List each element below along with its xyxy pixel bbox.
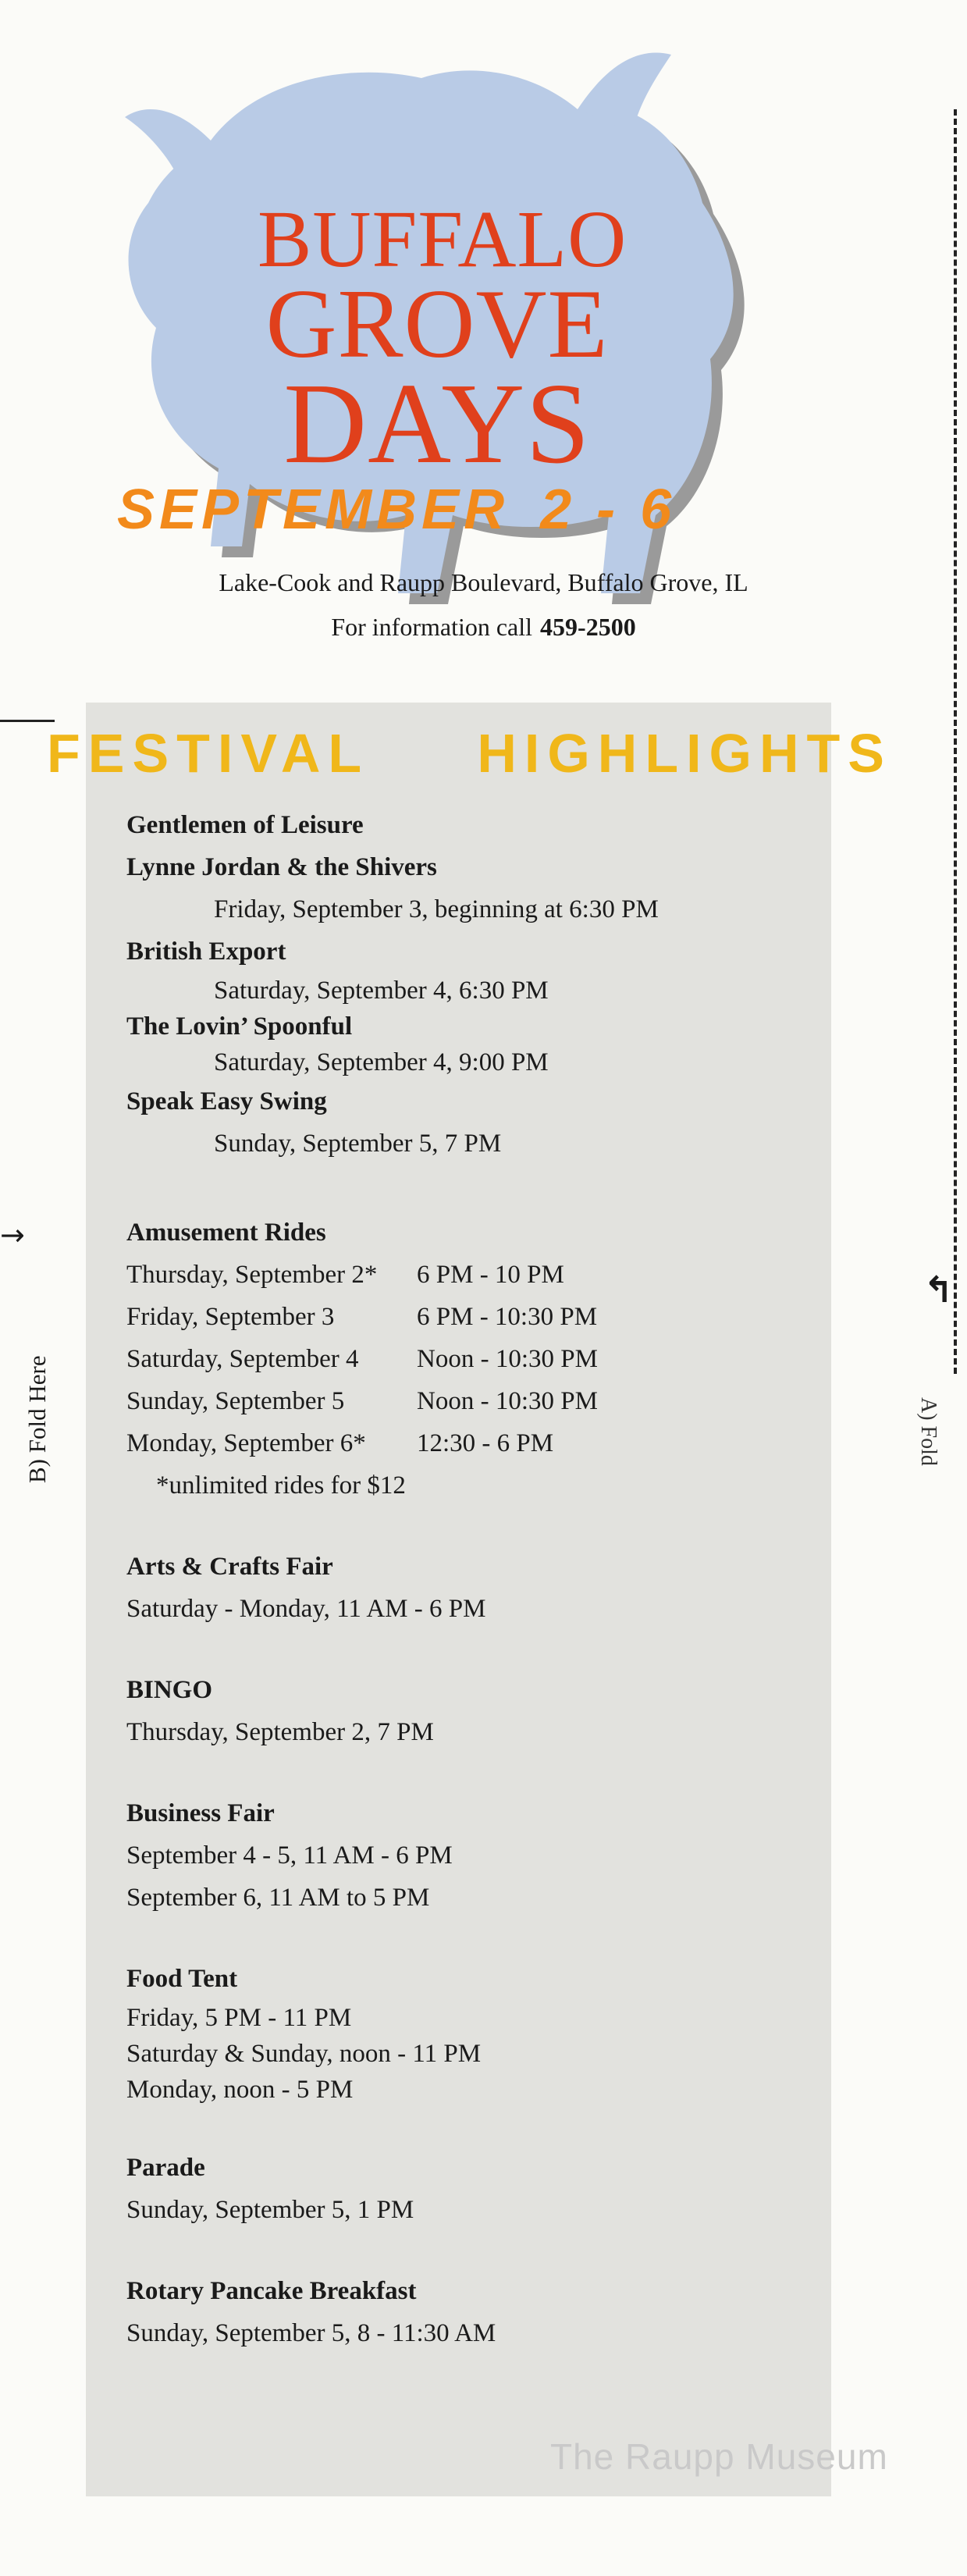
act-detail: Saturday, September 4, 9:00 PM: [214, 1048, 549, 1076]
section-line: Monday, noon - 5 PM: [126, 2076, 354, 2104]
ride-day: Thursday, September 2*: [126, 1261, 378, 1289]
section-line: Sunday, September 5, 8 - 11:30 AM: [126, 2319, 496, 2347]
section-heading: Amusement Rides: [126, 1219, 326, 1247]
festival-dates: [117, 478, 819, 542]
act-name: Gentlemen of Leisure: [126, 811, 364, 839]
ride-row: [126, 1296, 813, 1338]
ride-day: Friday, September 3: [126, 1303, 335, 1331]
fold-b-marker: [0, 1218, 51, 1483]
info-phone: 459-2500: [540, 613, 636, 641]
act-name: British Export: [126, 938, 286, 966]
act-name: Lynne Jordan & the Shivers: [126, 853, 437, 881]
act-name: Speak Easy Swing: [126, 1087, 327, 1115]
section-line: Saturday & Sunday, noon - 11 PM: [126, 2040, 482, 2068]
dates-range: 2 - 6: [540, 479, 677, 541]
arrow-turn-icon: ↰: [923, 1268, 954, 1311]
info-line: [0, 613, 967, 642]
pancake-section: [126, 2270, 813, 2354]
section-heading: BINGO: [126, 1676, 213, 1704]
section-line: September 6, 11 AM to 5 PM: [126, 1884, 430, 1912]
food-section: [126, 1958, 813, 2108]
title-line-1: BUFFALO: [258, 194, 627, 284]
ride-day: Monday, September 6*: [126, 1429, 366, 1457]
act-detail: Sunday, September 5, 7 PM: [214, 1130, 502, 1158]
section-line: Sunday, September 5, 1 PM: [126, 2196, 414, 2224]
section-heading: Parade: [126, 2154, 205, 2182]
bingo-section: [126, 1669, 813, 1753]
fold-b-label: B) Fold Here: [23, 1355, 51, 1483]
rides-note: *unlimited rides for $12: [156, 1471, 406, 1500]
section-line: Friday, 5 PM - 11 PM: [126, 2004, 352, 2032]
arrow-right-icon: →: [0, 1218, 25, 1252]
ride-row: [126, 1422, 813, 1464]
business-section: [126, 1792, 813, 1919]
dates-month: SEPTEMBER: [117, 479, 510, 541]
crafts-section: [126, 1546, 813, 1630]
cut-line: [954, 109, 957, 1374]
ride-day: Sunday, September 5: [126, 1387, 345, 1415]
parade-section: [126, 2147, 813, 2231]
ride-time: Noon - 10:30 PM: [417, 1345, 598, 1373]
festival-title: [258, 194, 627, 488]
ride-day: Saturday, September 4: [126, 1345, 359, 1373]
highlights-title-word-2: HIGHLIGHTS: [477, 723, 892, 784]
ride-time: 6 PM - 10 PM: [417, 1261, 564, 1289]
highlights-list: [126, 804, 813, 2379]
info-label: For information call: [331, 613, 533, 641]
fold-a-label: A) Fold: [916, 1397, 940, 1466]
music-section: [126, 804, 813, 1165]
section-heading: Food Tent: [126, 1965, 238, 1993]
highlights-title: [47, 722, 892, 785]
ride-time: 6 PM - 10:30 PM: [417, 1303, 598, 1331]
section-heading: Arts & Crafts Fair: [126, 1553, 333, 1581]
ride-time: 12:30 - 6 PM: [417, 1429, 554, 1457]
act-detail: Saturday, September 4, 6:30 PM: [214, 977, 549, 1005]
ride-row: [126, 1338, 813, 1380]
section-line: September 4 - 5, 11 AM - 6 PM: [126, 1841, 453, 1870]
section-heading: Rotary Pancake Breakfast: [126, 2277, 417, 2305]
section-line: Thursday, September 2, 7 PM: [126, 1718, 434, 1746]
festival-address: Lake-Cook and Raupp Boulevard, Buffalo Grove, IL: [219, 568, 748, 596]
section-line: Saturday - Monday, 11 AM - 6 PM: [126, 1595, 486, 1623]
ride-row: [126, 1254, 813, 1296]
title-line-3: DAYS: [283, 360, 591, 488]
rides-section: [126, 1212, 813, 1507]
museum-watermark: The Raupp Museum: [550, 2436, 888, 2477]
highlights-title-word-1: FESTIVAL: [47, 723, 368, 784]
title-line-2: GROVE: [265, 270, 609, 379]
act-detail: Friday, September 3, beginning at 6:30 PM: [214, 895, 659, 923]
act-name: The Lovin’ Spoonful: [126, 1012, 353, 1041]
section-heading: Business Fair: [126, 1799, 275, 1827]
ride-time: Noon - 10:30 PM: [417, 1387, 598, 1415]
ride-row: [126, 1380, 813, 1422]
